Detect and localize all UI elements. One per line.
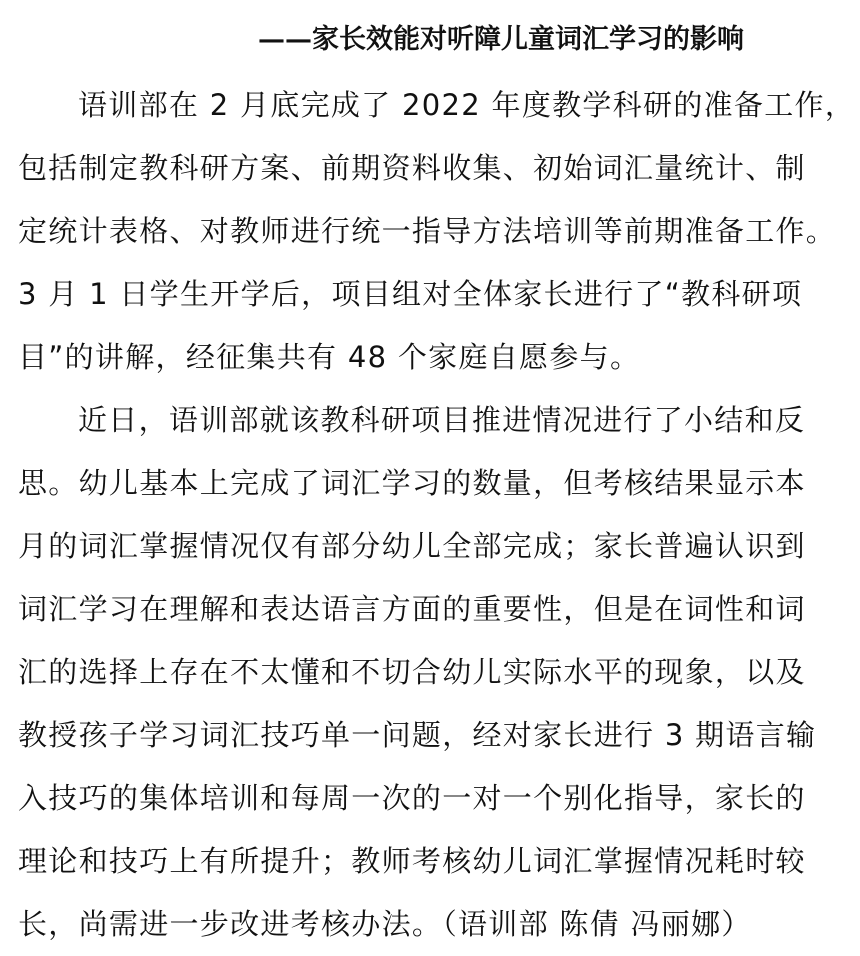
text-line: 近日，语训部就该教科研项目推进情况进行了小结和反 xyxy=(78,403,806,437)
text-line: 教授孩子学习词汇技巧单一问题，经对家长进行 3 期语言输 xyxy=(18,718,817,752)
text-line: 月的词汇掌握情况仅有部分幼儿全部完成；家长普遍认识到 xyxy=(18,529,806,563)
text-line: 汇的选择上存在不太懂和不切合幼儿实际水平的现象，以及 xyxy=(18,655,806,689)
text-line: 理论和技巧上有所提升；教师考核幼儿词汇掌握情况耗时较 xyxy=(18,844,806,878)
text-line: 长，尚需进一步改进考核办法。（语训部 陈倩 冯丽娜） xyxy=(18,907,752,941)
text-line: 语训部在 2 月底完成了 2022 年度教学科研的准备工作， xyxy=(78,88,856,122)
text-line: 包括制定教科研方案、前期资料收集、初始词汇量统计、制 xyxy=(18,151,806,185)
text-line: 思。幼儿基本上完成了词汇学习的数量，但考核结果显示本 xyxy=(18,466,806,500)
text-line: 3 月 1 日学生开学后，项目组对全体家长进行了“教科研项 xyxy=(18,277,803,311)
article-subtitle: ——家长效能对听障儿童词汇学习的影响 xyxy=(258,24,744,55)
text-line: 词汇学习在理解和表达语言方面的重要性，但是在词性和词 xyxy=(18,592,806,626)
text-line: 目”的讲解，经征集共有 48 个家庭自愿参与。 xyxy=(18,340,641,374)
text-line: 入技巧的集体培训和每周一次的一对一个别化指导，家长的 xyxy=(18,781,806,815)
paragraph-1 xyxy=(18,74,860,389)
paragraph-2 xyxy=(18,389,860,956)
text-line: 定统计表格、对教师进行统一指导方法培训等前期准备工作。 xyxy=(18,214,837,248)
article-body xyxy=(18,74,860,956)
